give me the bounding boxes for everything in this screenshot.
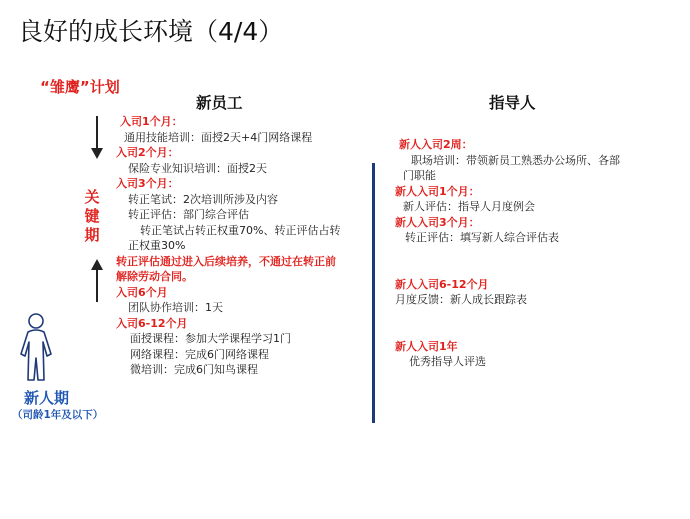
- newbie-plan-line: 入司6个月: [116, 285, 168, 299]
- mentor-plan-line: 月度反馈：新人成长跟踪表: [395, 293, 527, 306]
- newbie-plan-line: 微培训：完成6门知鸟课程: [130, 363, 258, 376]
- mentor-plan-line: 新人入司6-12个月: [395, 277, 489, 291]
- newbie-column-header: 新员工: [196, 94, 243, 112]
- arrow-up-icon: [90, 258, 104, 302]
- newbie-plan-line: 转正笔试：2次培训所涉及内容: [128, 192, 278, 206]
- mentor-plan-line: [395, 308, 630, 339]
- mentor-plan-line: 新人入司2周：: [399, 138, 473, 151]
- key-period-label: 关键期: [84, 188, 100, 244]
- newbie-period-label: 新人期: [24, 389, 70, 407]
- mentor-plan-line: 新人入司1个月：: [395, 184, 480, 198]
- newbie-plan-line: 通用技能培训：面授2天+4门网络课程: [124, 130, 313, 144]
- arrow-down-icon: [90, 116, 104, 160]
- newbie-plan-line: 团队协作培训：1天: [128, 301, 223, 314]
- newbie-plan-line: 转正评估：部门综合评估: [128, 208, 249, 221]
- newbie-plan-line: 转正评估通过进入后续培养，不通过在转正前解除劳动合同。: [116, 254, 336, 283]
- mentor-plan-line: 新人评估：指导人月度例会: [403, 200, 535, 213]
- mentor-plan-line: 新人入司3个月：: [395, 215, 480, 229]
- person-outline-icon: [16, 312, 56, 382]
- page-title: 良好的成长环境（4/4）: [18, 17, 284, 46]
- program-name: “雏鹰”计划: [40, 78, 120, 96]
- mentor-column-header: 指导人: [489, 94, 536, 112]
- newbie-plan-line: 入司6-12个月: [116, 316, 188, 330]
- mentor-plan-line: 优秀指导人评选: [409, 355, 486, 368]
- column-divider: [372, 163, 375, 423]
- mentor-plan-line: 转正评估：填写新人综合评估表: [405, 231, 559, 244]
- mentor-plan-line: [395, 246, 630, 277]
- mentor-plan-line: 新人入司1年: [395, 339, 458, 353]
- newbie-plan-line: 入司1个月：: [120, 115, 183, 128]
- newbie-plan-line: 网络课程：完成6门网络课程: [130, 347, 269, 361]
- newbie-tenure-note: （司龄1年及以下）: [12, 409, 104, 421]
- newbie-plan-line: 入司2个月：: [116, 146, 179, 159]
- newbie-plan-list: [116, 114, 342, 378]
- mentor-plan-line: 职场培训：带领新员工熟悉办公场所、各部门职能: [403, 153, 620, 182]
- mentor-plan-list: [395, 137, 630, 370]
- newbie-plan-line: 入司3个月：: [116, 177, 179, 190]
- newbie-plan-line: 转正笔试占转正权重70%、转正评估占转正权重30%: [128, 223, 341, 252]
- newbie-plan-line: 面授课程：参加大学课程学习1门: [130, 332, 291, 345]
- newbie-plan-line: 保险专业知识培训：面授2天: [128, 161, 267, 175]
